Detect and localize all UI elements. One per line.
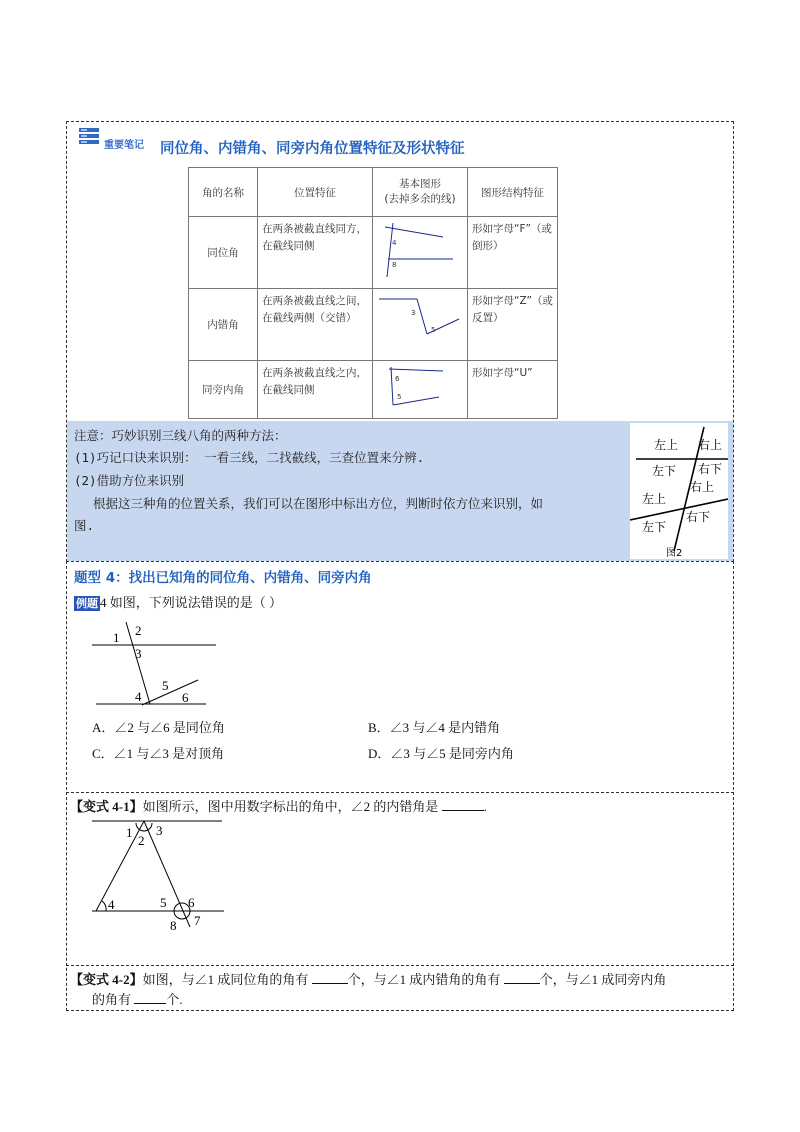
svg-text:左上: 左上 [642, 492, 667, 506]
svg-text:左下: 左下 [642, 520, 667, 534]
svg-text:右上: 右上 [698, 438, 723, 452]
table-header: 图形结构特征 [468, 168, 558, 217]
table-cell-shape: 形如字母“F”（或倒形） [468, 217, 558, 289]
shape-f-figure [373, 217, 468, 289]
variant-4-1-question: 【变式 4-1】如图所示，图中用数字标出的角中，∠2 的内错角是 . [70, 799, 487, 814]
divider-v42 [66, 965, 734, 966]
svg-text:3: 3 [156, 823, 163, 838]
svg-text:8: 8 [392, 261, 397, 269]
svg-text:7: 7 [194, 913, 201, 928]
shape-z-figure [373, 289, 468, 361]
svg-text:6: 6 [395, 375, 400, 383]
example-question [74, 592, 282, 611]
note-line: 注意：巧妙识别三线八角的两种方法： [74, 428, 287, 443]
type4-title: 题型 4：找出已知角的同位角、内错角、同旁内角 [74, 570, 372, 586]
variant-4-1-figure [90, 815, 230, 935]
table-header: 基本图形 (去掉多余的线) [373, 168, 468, 217]
svg-text:图2: 图2 [666, 548, 683, 559]
svg-text:8: 8 [170, 918, 177, 933]
variant-4-2-continued: 的角有 个. [92, 992, 183, 1007]
example-text: 4 如图，下列说法错误的是（ ） [100, 595, 283, 610]
note-line: (2)借助方位来识别 [74, 473, 185, 488]
table-cell-position: 在两条被截直线之内，在截线同侧 [258, 361, 373, 419]
svg-text:4: 4 [108, 897, 115, 912]
option-d: D．∠3 与∠5 是同旁内角 [368, 746, 514, 761]
svg-text:右上: 右上 [690, 480, 715, 494]
answer-blank[interactable] [312, 971, 348, 984]
divider-v41 [66, 792, 734, 793]
table-cell-position: 在两条被截直线同方，在截线同侧 [258, 217, 373, 289]
example-figure [88, 618, 218, 706]
svg-text:5: 5 [397, 393, 402, 401]
table-cell-name: 同旁内角 [189, 361, 258, 419]
answer-blank[interactable] [442, 798, 484, 811]
variant-4-1-tag: 【变式 4-1】 [70, 799, 143, 814]
note-line: 根据这三种角的位置关系，我们可以在图形中标出方位，判断时依方位来识别，如 [93, 496, 544, 511]
direction-figure [630, 423, 728, 559]
svg-text:5: 5 [431, 326, 436, 334]
option-a: A．∠2 与∠6 是同位角 [92, 720, 225, 735]
svg-text:左上: 左上 [654, 438, 679, 452]
svg-text:右下: 右下 [686, 510, 711, 524]
table-header: 角的名称 [189, 168, 258, 217]
svg-text:2: 2 [138, 833, 145, 848]
svg-text:右下: 右下 [698, 462, 723, 476]
svg-text:1: 1 [126, 825, 133, 840]
svg-text:3: 3 [135, 646, 142, 661]
svg-text:2: 2 [135, 623, 142, 638]
feature-table [188, 167, 558, 419]
answer-blank[interactable] [504, 971, 540, 984]
svg-text:左下: 左下 [652, 464, 677, 478]
table-cell-position: 在两条被截直线之间，在截线两侧（交错） [258, 289, 373, 361]
svg-text:1: 1 [113, 630, 120, 645]
notes-label: 重要笔记 [104, 140, 144, 151]
option-c: C．∠1 与∠3 是对顶角 [92, 746, 225, 761]
note-line: (1)巧记口诀来识别： 一看三线，二找截线，三查位置来分辨. [74, 450, 425, 465]
section-title: 同位角、内错角、同旁内角位置特征及形状特征 [160, 141, 465, 157]
notes-icon [78, 127, 102, 147]
table-header: 位置特征 [258, 168, 373, 217]
svg-text:5: 5 [162, 678, 169, 693]
table-cell-shape: 形如字母“U” [468, 361, 558, 419]
note-line: 图. [74, 518, 95, 533]
example-badge: 例题 [76, 597, 98, 610]
svg-text:6: 6 [188, 895, 195, 910]
answer-blank[interactable] [134, 991, 166, 1004]
svg-text:4: 4 [392, 239, 397, 247]
table-cell-shape: 形如字母“Z”（或反置） [468, 289, 558, 361]
variant-4-2-question: 【变式 4-2】如图，与∠1 成同位角的角有 个，与∠1 成内错角的角有 个，与∠1 成同旁内角 [70, 972, 667, 987]
table-cell-name: 内错角 [189, 289, 258, 361]
shape-u-figure [373, 361, 468, 419]
variant-4-1-text: 如图所示，图中用数字标出的角中，∠2 的内错角是 [142, 799, 439, 814]
option-b: B．∠3 与∠4 是内错角 [368, 720, 501, 735]
svg-text:5: 5 [160, 895, 167, 910]
svg-text:3: 3 [411, 309, 416, 317]
variant-4-2-tag: 【变式 4-2】 [70, 972, 143, 987]
svg-text:6: 6 [182, 690, 189, 705]
table-cell-name: 同位角 [189, 217, 258, 289]
svg-text:4: 4 [135, 689, 142, 704]
